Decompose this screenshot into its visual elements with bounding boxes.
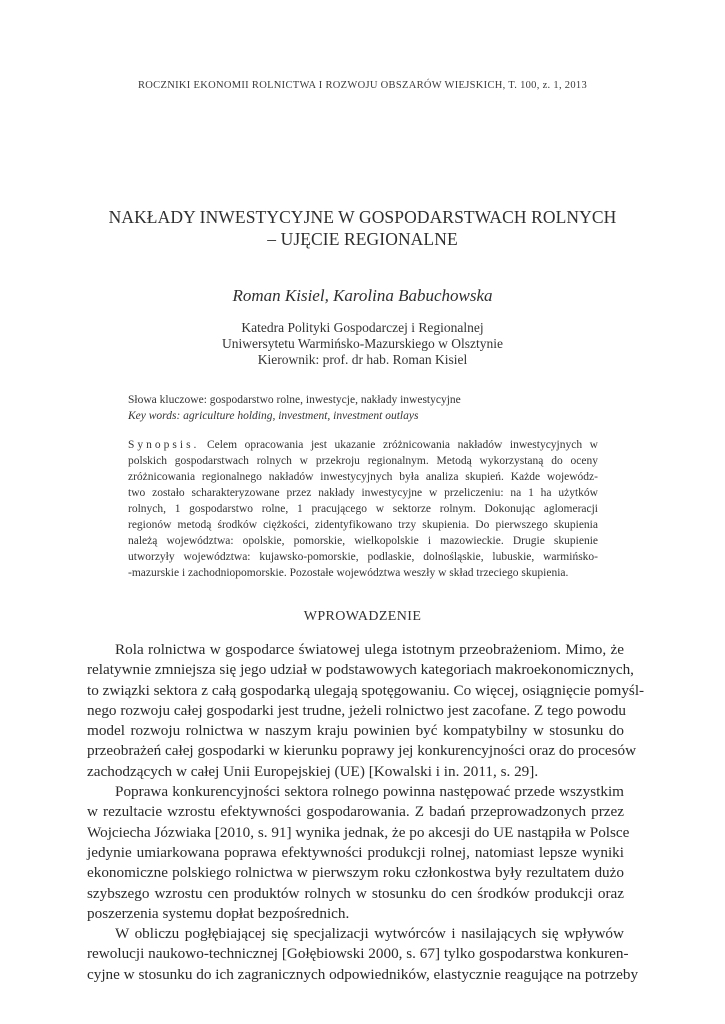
keywords-pl: Słowa kluczowe: gospodarstwo rolne, inwestycje, nakłady inwestycyjne — [128, 394, 461, 406]
authors: Roman Kisiel, Karolina Babuchowska — [232, 286, 493, 305]
keywords — [128, 392, 598, 424]
synopsis-line: utworzyły województwa: kujawsko-pomorskie, podlaskie, dolnośląskie, lubuskie, warmińsko- — [128, 551, 598, 563]
section-heading: WPROWADZENIE — [303, 609, 422, 624]
body-line: zachodzących w całej Unii Europejskiej (UE) [Kowalski i in. 2011, s. 29]. — [87, 762, 539, 780]
keywords-en: Key words: agriculture holding, investment, investment outlays — [128, 410, 419, 422]
body-line: przeobrażeń całej gospodarki w kierunku poprawy jej konkurencyjności oraz do procesów — [87, 742, 637, 760]
body-line: model rozwoju rolnictwa w naszym kraju powinien być kompatybilny w stosunku do — [87, 722, 624, 740]
synopsis-label: Synopsis. — [128, 439, 200, 451]
body-line: szybszego wzrostu cen produktów rolnych w stosunku do cen środków produkcji oraz — [87, 884, 624, 902]
body-line: Poprawa konkurencyjności sektora rolnego powinna następować przede wszystkim — [115, 783, 624, 801]
body-line: rewolucji naukowo-technicznej [Gołębiowski 2000, s. 67] tylko gospodarstwa konkuren- — [87, 945, 629, 963]
affiliation-line: Uniwersytetu Warmińsko-Mazurskiego w Olsztynie — [222, 336, 503, 351]
synopsis-line: two zostało scharakteryzowane przez nakłady inwestycyjne w przeliczeniu: na 1 ha użytków — [128, 487, 598, 499]
affiliation-line: Katedra Polityki Gospodarczej i Regionalnej — [241, 320, 484, 335]
synopsis-line: regionów metodą środków ciężkości, zidentyfikowano trzy skupienia. Do pierwszego skupienia — [128, 519, 598, 531]
title-line: NAKŁADY INWESTYCYJNE W GOSPODARSTWACH ROLNYCH — [108, 207, 617, 227]
body-line: nego rozwoju całej gospodarki jest trudne, jeżeli rolnictwo jest zacofane. Z tego powodu — [87, 701, 626, 719]
body-line: cyjne w stosunku do ich zagranicznych odpowiedników, elastycznie reagujące na potrzeby — [87, 965, 639, 983]
synopsis-line: należą województwa: opolskie, pomorskie, wielkopolskie i mazowieckie. Drugie skupienie — [128, 535, 598, 547]
synopsis — [128, 437, 598, 581]
body-line: poszerzenia systemu dopłat bezpośrednich. — [87, 904, 350, 922]
synopsis-line: zróżnicowania regionalnego nakładów inwestycyjnych była analiza skupień. Każde wojewódz- — [128, 471, 598, 483]
body-line: w rezultacie wzrostu efektywności gospodarowania. Z badań przeprowadzonych przez — [87, 803, 624, 821]
running-head: ROCZNIKI EKONOMII ROLNICTWA I ROZWOJU OBSZARÓW WIEJSKICH, T. 100, z. 1, 2013 — [138, 80, 587, 91]
body-text — [87, 640, 645, 985]
body-line: Rola rolnictwa w gospodarce światowej ulega istotnym przeobrażeniom. Mimo, że — [115, 641, 624, 658]
synopsis-line: Synopsis. Celem opracowania jest ukazanie zróżnicowania nakładów inwestycyjnych w — [128, 439, 598, 451]
body-line: relatywnie zmniejsza się jego udział w podstawowych kategoriach makroekonomicznych, — [87, 661, 634, 679]
synopsis-line: -mazurskie i zachodniopomorskie. Pozostałe województwa weszły w skład trzeciego skupienia. — [128, 567, 569, 579]
article-title — [60, 206, 665, 250]
body-line: jedynie umiarkowana poprawa efektywności produkcji rolnej, natomiast lepsze wyniki — [87, 843, 624, 861]
synopsis-line: polskich gospodarstwach rolnych w przekroju regionalnym. Metodą wykorzystaną do oceny — [128, 455, 598, 467]
affiliation — [0, 320, 725, 368]
affiliation-line: Kierownik: prof. dr hab. Roman Kisiel — [257, 352, 468, 367]
body-line: to związki sektora z całą gospodarką ulegają spotęgowaniu. Co więcej, osiągnięcie pomyśl- — [87, 681, 645, 699]
body-line: Wojciecha Józwiaka [2010, s. 91] wynika jednak, że po akcesji do UE nastąpiła w Polsce — [87, 823, 630, 841]
synopsis-line: rolnych, 1 gospodarstwo rolne, 1 pracującego w sektorze rolnym. Dokonując aglomeracji — [128, 503, 598, 515]
title-line: – UJĘCIE REGIONALNE — [267, 229, 458, 249]
body-line: W obliczu pogłębiającej się specjalizacji wytwórców i nasilających się wpływów — [115, 925, 624, 943]
body-line: ekonomiczne polskiego rolnictwa w pierwszym roku członkostwa były rezultatem dużo — [87, 864, 624, 882]
